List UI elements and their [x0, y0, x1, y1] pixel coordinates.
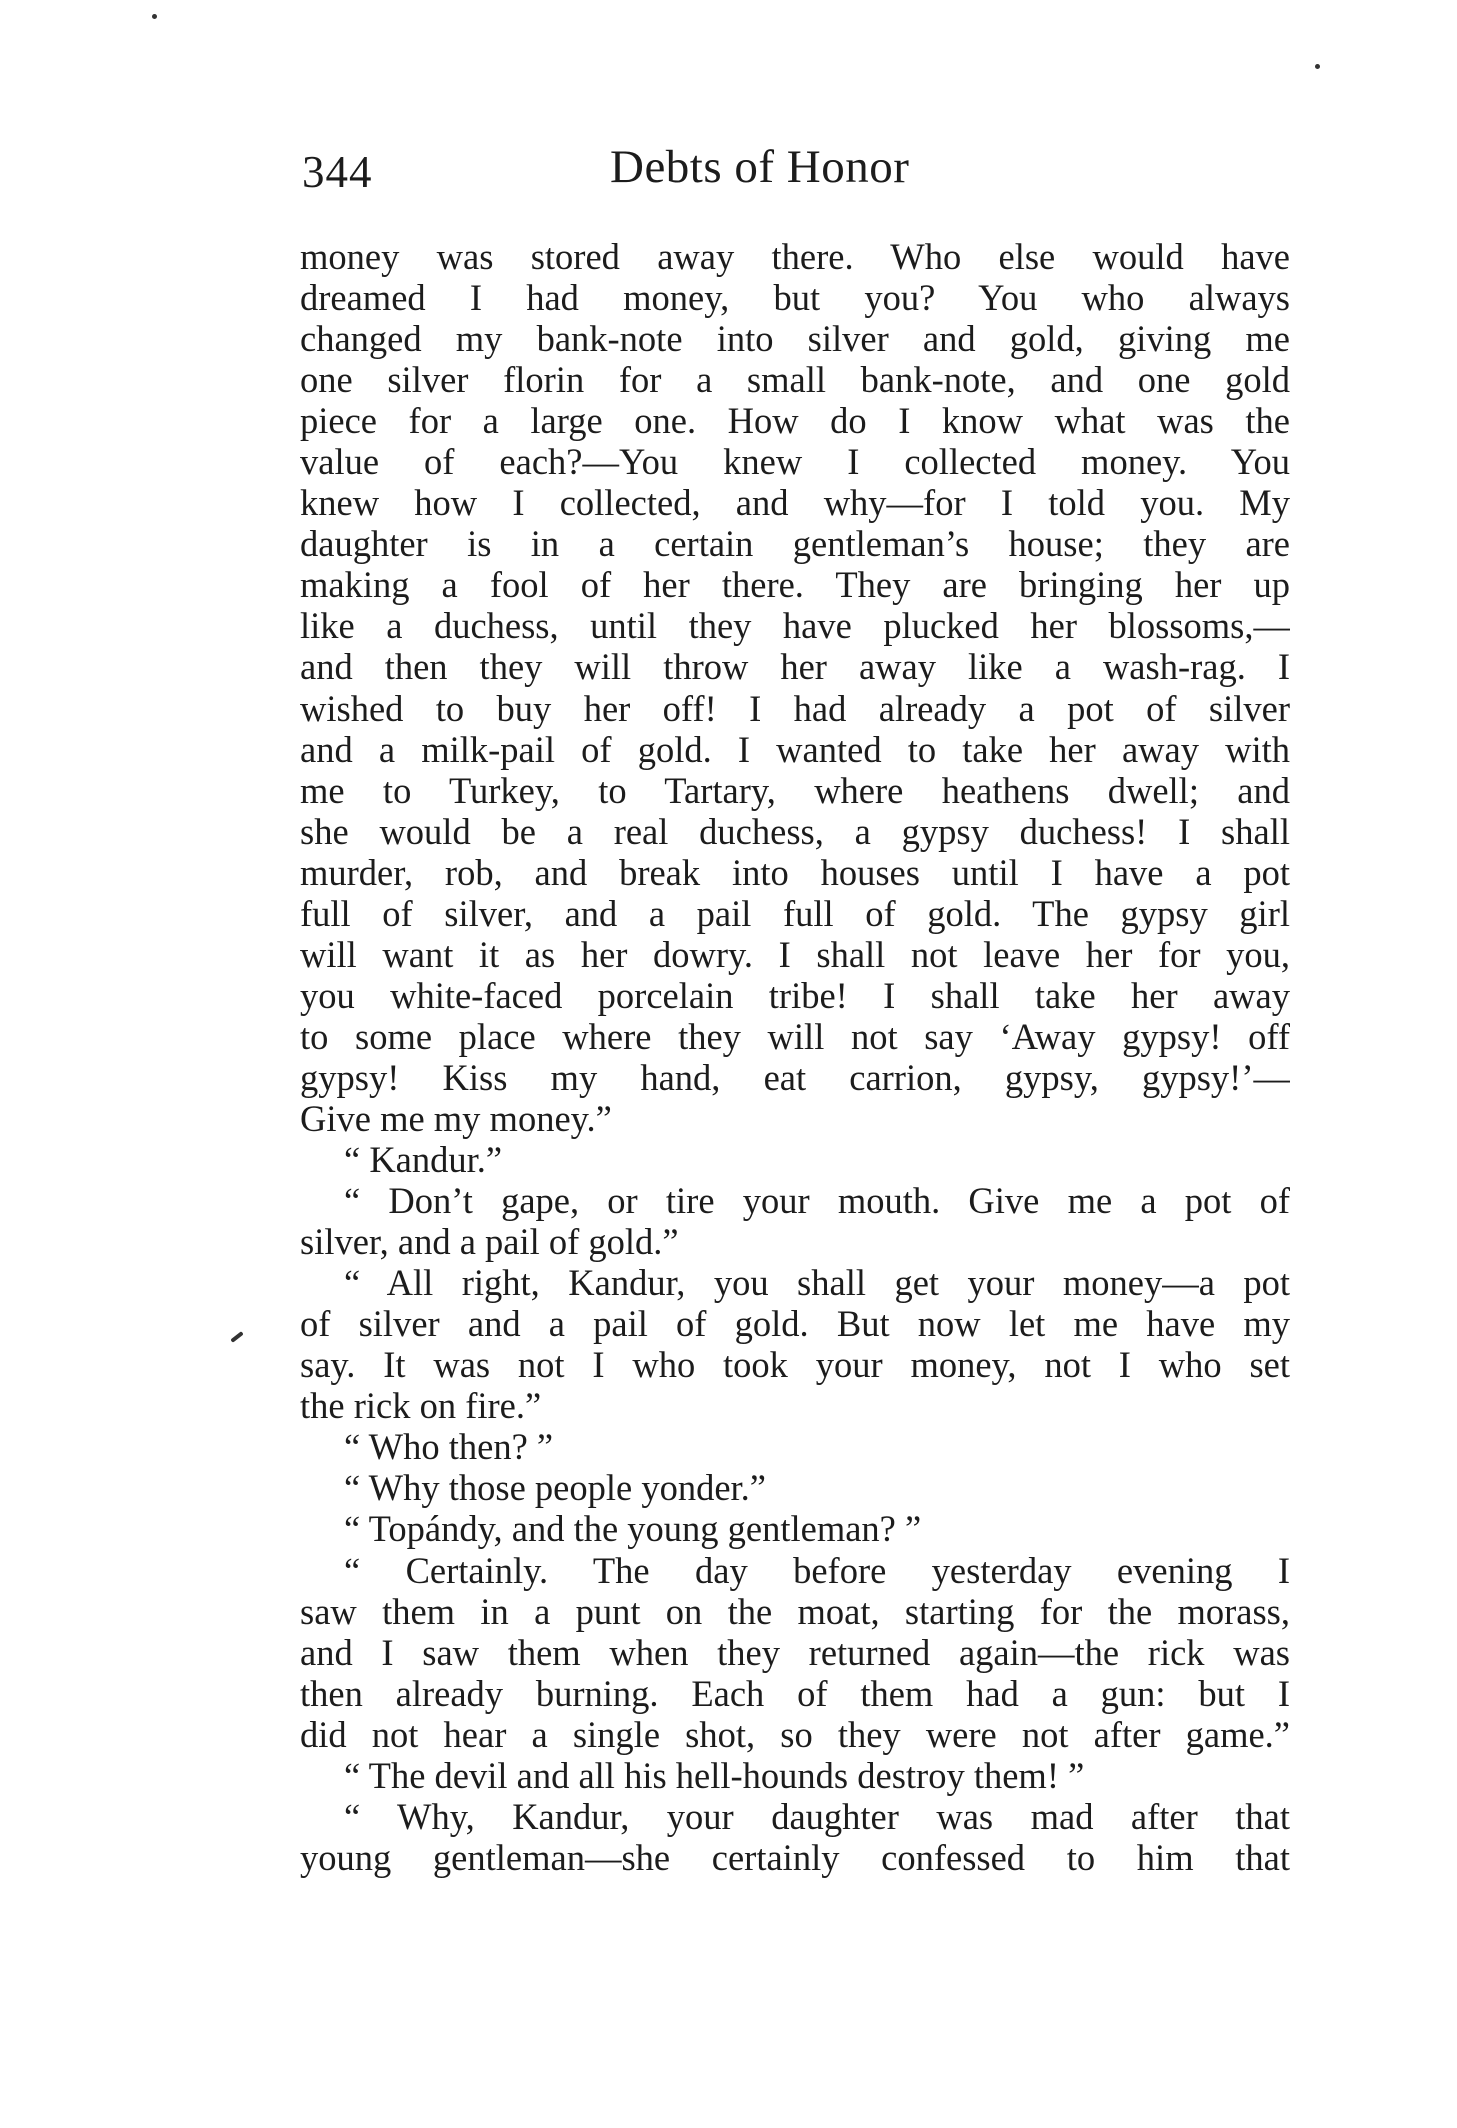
text-line: “ Why those people yonder.” [344, 1467, 766, 1509]
text-line: the rick on fire.” [300, 1385, 542, 1427]
text-line: knew how I collected, and why—for I told you. My [300, 482, 1290, 524]
text-line: “ The devil and all his hell-hounds destroy them! ” [344, 1754, 1085, 1796]
text-line: did not hear a single shot, so they were not after game.” [300, 1713, 1290, 1755]
text-line: Give me my money.” [300, 1097, 612, 1139]
text-line: one silver florin for a small bank-note, and one gold [300, 359, 1290, 401]
text-line: “ Don’t gape, or tire your mouth. Give me a pot of [344, 1180, 1290, 1222]
text-line: gypsy! Kiss my hand, eat carrion, gypsy, gypsy!’— [300, 1056, 1290, 1098]
text-line: you white-faced porcelain tribe! I shall take her away [300, 974, 1290, 1016]
stray-dot-mark [152, 14, 157, 19]
text-line: wished to buy her off! I had already a pot of silver [300, 687, 1290, 729]
text-line: money was stored away there. Who else would have [300, 236, 1290, 277]
text-line: she would be a real duchess, a gypsy duchess! I shall [300, 810, 1290, 852]
text-line: dreamed I had money, but you? You who always [300, 277, 1290, 319]
text-line: piece for a large one. How do I know what was the [300, 400, 1290, 442]
text-line: daughter is in a certain gentleman’s house; they are [300, 523, 1290, 565]
text-line: “ Who then? ” [344, 1426, 554, 1468]
text-line: of silver and a pail of gold. But now let me have my [300, 1303, 1290, 1345]
text-line: then already burning. Each of them had a gun: but I [300, 1672, 1290, 1714]
text-line: will want it as her dowry. I shall not leave her for you, [300, 933, 1290, 975]
text-line: “ Kandur.” [344, 1139, 503, 1181]
body-text [300, 236, 1290, 1878]
text-line: say. It was not I who took your money, not I who set [300, 1344, 1290, 1386]
text-line: saw them in a punt on the moat, starting for the morass, [300, 1590, 1290, 1632]
text-line: “ Topándy, and the young gentleman? ” [344, 1508, 922, 1550]
running-title: Debts of Honor [610, 141, 910, 193]
page-header [300, 140, 1290, 200]
text-line: value of each?—You knew I collected money. You [300, 441, 1290, 483]
text-line: like a duchess, until they have plucked her blossoms,— [300, 605, 1290, 647]
text-line: and a milk-pail of gold. I wanted to take her away with [300, 728, 1290, 770]
page-number: 344 [302, 147, 373, 197]
text-line: young gentleman—she certainly confessed to him that [300, 1836, 1290, 1878]
text-line: to some place where they will not say ‘Away gypsy! off [300, 1015, 1290, 1057]
text-line: and I saw them when they returned again—the rick was [300, 1631, 1290, 1673]
stray-dot-mark [1315, 64, 1320, 69]
text-line: “ Certainly. The day before yesterday evening I [344, 1549, 1290, 1591]
text-line: full of silver, and a pail full of gold. The gypsy girl [300, 892, 1290, 934]
text-line: murder, rob, and break into houses until I have a pot [300, 851, 1290, 893]
text-line: silver, and a pail of gold.” [300, 1221, 679, 1263]
margin-pencil-mark [230, 1331, 243, 1343]
text-line: and then they will throw her away like a wash-rag. I [300, 646, 1290, 688]
text-line: changed my bank-note into silver and gold, giving me [300, 318, 1290, 360]
text-line: “ Why, Kandur, your daughter was mad after that [344, 1795, 1290, 1837]
text-line: making a fool of her there. They are bringing her up [300, 564, 1290, 606]
text-line: “ All right, Kandur, you shall get your money—a pot [344, 1262, 1290, 1304]
text-line: me to Turkey, to Tartary, where heathens dwell; and [300, 769, 1290, 811]
